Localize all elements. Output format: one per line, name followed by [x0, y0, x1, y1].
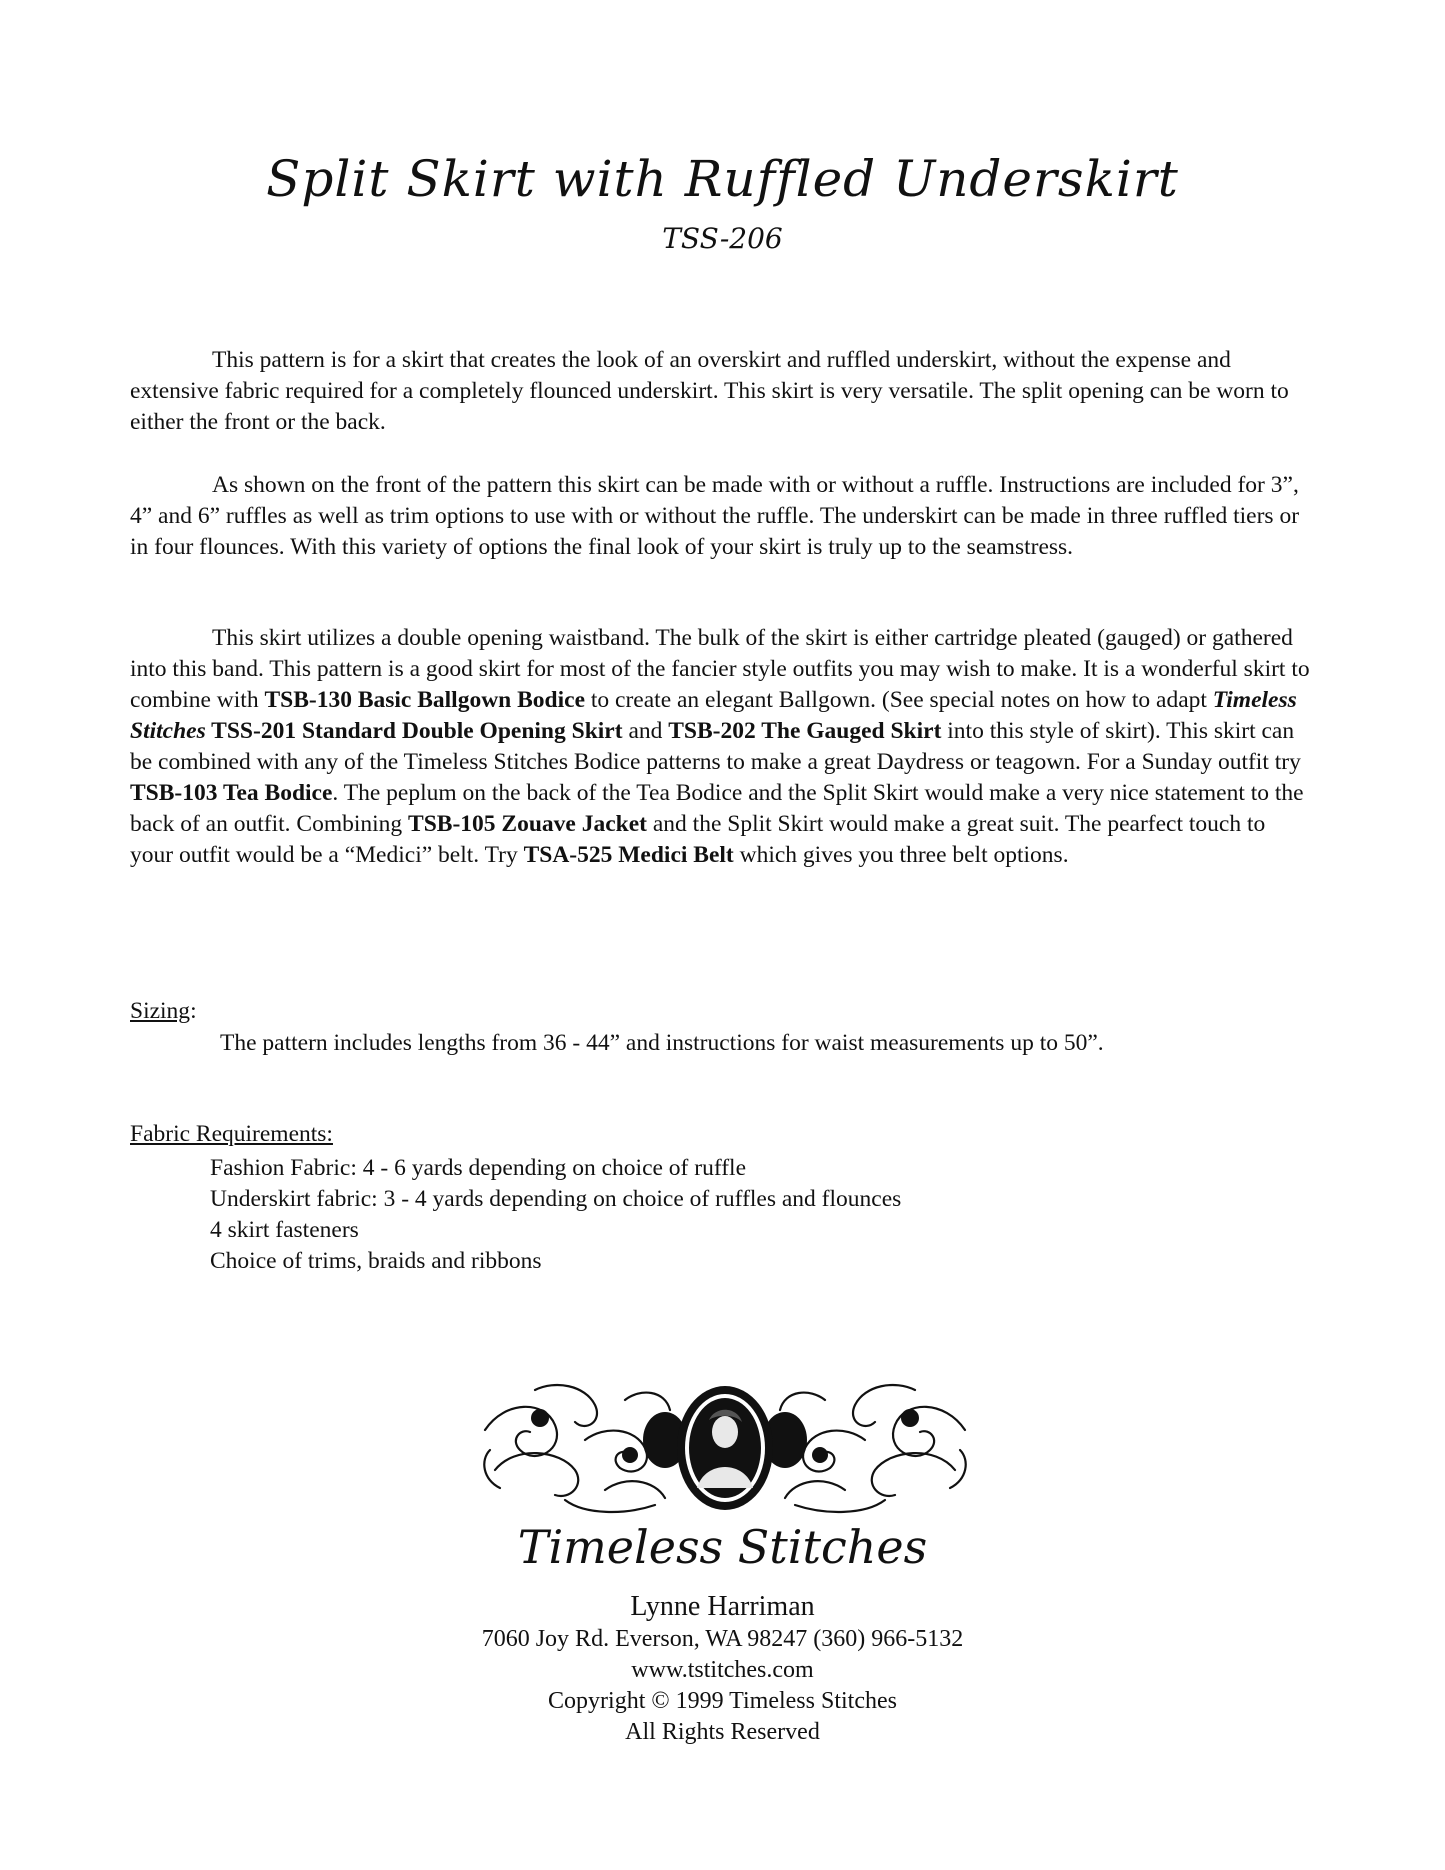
brand-ref-italic: Timeless Stitches — [130, 687, 1297, 744]
options-paragraph — [130, 470, 1310, 563]
combo-text-2: to create an elegant Ballgown. (See special notes on how to adapt — [585, 687, 1213, 713]
combo-text-5: . The peplum on the back of the Tea Bodice and the Split Skirt would make a very nice statement to the back of an outfit. Combining — [130, 780, 1304, 837]
combo-text-7: which gives you three belt options. — [733, 842, 1069, 868]
website-text: www.tstitches.com — [631, 1657, 814, 1683]
author-name: Lynne Harriman — [630, 1591, 815, 1622]
combo-text-1: This skirt utilizes a double opening waistband. The bulk of the skirt is either cartridge pleated (gauged) or gathered into this band. This pattern is a good skirt for most of the fancier style outfits you may wish to make. It is a wonderful skirt to combine with — [130, 625, 1310, 713]
fabric-heading: Fabric Requirements: — [130, 1121, 333, 1147]
sizing-heading — [130, 998, 197, 1025]
sizing-text: The pattern includes lengths from 36 - 44” and instructions for waist measurements up to 50”. — [220, 1030, 1104, 1056]
fabric-list — [210, 1153, 901, 1277]
combination-paragraph — [130, 623, 1310, 871]
intro-paragraph — [130, 345, 1310, 438]
pattern-code: TSS-206 — [662, 222, 783, 255]
list-item: Fashion Fabric: 4 - 6 yards depending on choice of ruffle — [210, 1155, 747, 1181]
brand-name: Timeless Stitches — [517, 1520, 928, 1574]
combo-text-6: and the Split Skirt would make a great suit. The pearfect touch to your outfit would be a “Medici” belt. Try — [130, 811, 1266, 868]
options-paragraph-text: As shown on the front of the pattern this skirt can be made with or without a ruffle. Instructions are included for 3”, 4” and 6” ruffles as well as trim options to use with or without the ruffle. The underskirt can be made in three ruffled tiers or in four flounces. With this variety of options the final look of your skirt is truly up to the seamstress. — [130, 472, 1300, 560]
pattern-ref-tsb-130: TSB-130 Basic Ballgown Bodice — [264, 687, 586, 713]
list-item: Choice of trims, braids and ribbons — [210, 1248, 542, 1274]
list-item: Underskirt fabric: 3 - 4 yards depending on choice of ruffles and flounces — [210, 1186, 902, 1212]
rights-text: All Rights Reserved — [625, 1719, 820, 1745]
combo-text-3: and — [622, 718, 669, 744]
page-title: Split Skirt with Ruffled Underskirt — [266, 150, 1179, 208]
pattern-ref-tsb-202: TSB-202 The Gauged Skirt — [668, 718, 942, 744]
intro-paragraph-text: This pattern is for a skirt that creates the look of an overskirt and ruffled underskirt, without the expense and extensive fabric required for a completely flounced underskirt. This skirt is very versatile. The split opening can be worn to either the front or the back. — [130, 347, 1289, 435]
address-line: 7060 Joy Rd. Everson, WA 98247 (360) 966-5132 — [481, 1626, 964, 1652]
pattern-ref-tsb-105: TSB-105 Zouave Jacket — [408, 811, 647, 837]
sizing-heading-text: Sizing — [130, 998, 191, 1024]
contact-block — [0, 1590, 1445, 1748]
ornament-cameo-logo — [465, 1370, 985, 1530]
pattern-ref-tss-201: TSS-201 Standard Double Opening Skirt — [205, 718, 623, 744]
copyright-text: Copyright © 1999 Timeless Stitches — [548, 1688, 897, 1714]
pattern-ref-tsa-525: TSA-525 Medici Belt — [523, 842, 734, 868]
combo-text-4: into this style of skirt). This skirt can be combined with any of the Timeless Stitches Bodice patterns to make a great Daydress or teagown. For a Sunday outfit try — [130, 718, 1301, 775]
list-item: 4 skirt fasteners — [210, 1217, 359, 1243]
sizing-heading-colon: : — [190, 998, 197, 1024]
pattern-ref-tsb-103: TSB-103 Tea Bodice — [130, 780, 333, 806]
